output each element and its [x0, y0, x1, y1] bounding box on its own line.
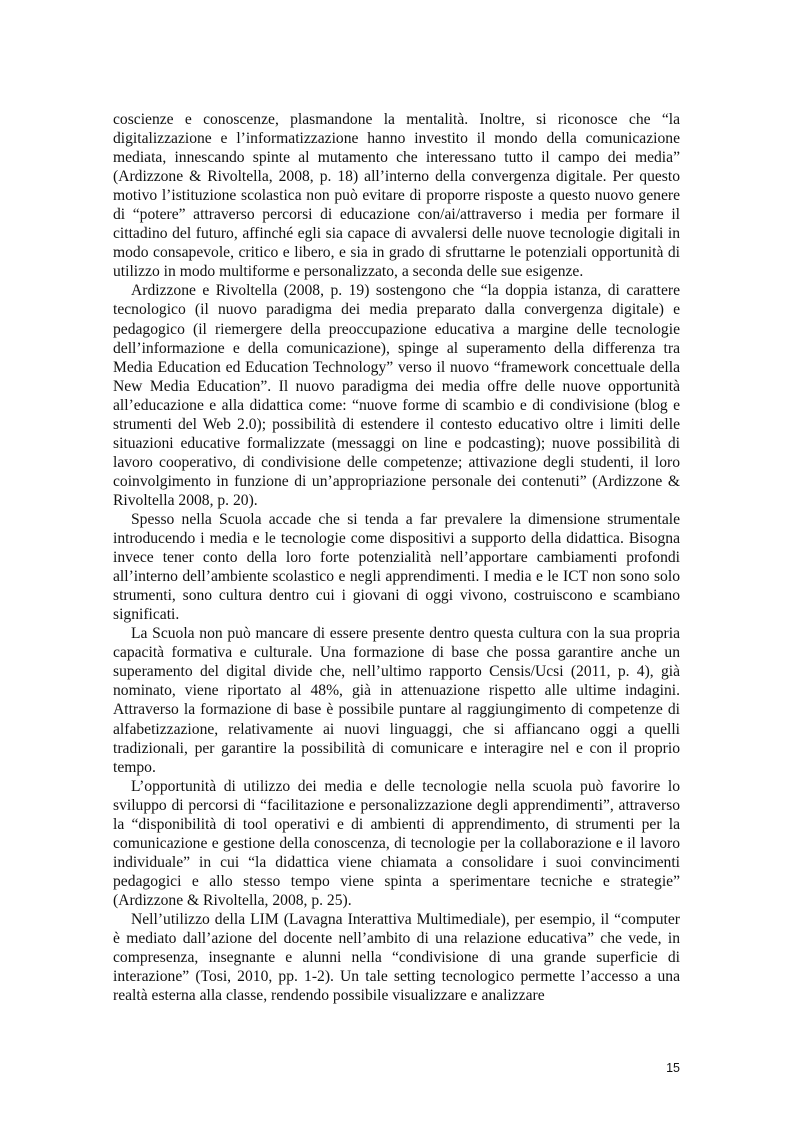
paragraph-4: La Scuola non può mancare di essere presente dentro questa cultura con la sua propria capacità formativa e culturale. Una formazione di base che possa garantire anche un superamento del digital divide che, nell’ultimo rapporto Censis/Ucsi (2011, p. 4), già nominato, viene riportato al 48%, già in attenuazione rispetto alle ultime indagini. Attraverso la formazione di base è possibile puntare al raggiungimento di competenze di alfabetizzazione, relativamente ai nuovi linguaggi, che si affiancano oggi a quelli tradizionali, per garantire la possibilità di comunicare e interagire nel e con il proprio tempo.	[113, 625, 680, 776]
paragraph-3: Spesso nella Scuola accade che si tenda a far prevalere la dimensione strumentale introducendo i media e le tecnologie come dispositivi a supporto della didattica. Bisogna invece tener conto della loro forte potenzialità nell’apportare cambiamenti profondi all’interno dell’ambiente scolastico e negli apprendimenti. I media e le ICT non sono solo strumenti, sono cultura dentro cui i giovani di oggi vivono, costruiscono e scambiano significati.	[113, 510, 680, 624]
page-number: 15	[666, 1061, 680, 1075]
body-text	[113, 110, 680, 1005]
paragraph-6: Nell’utilizzo della LIM (Lavagna Interattiva Multimediale), per esempio, il “computer è mediato dall’azione del docente nell’ambito di una relazione educativa” che vede, in compresenza, insegnante e alunni nella “condivisione di una grande superficie di interazione” (Tosi, 2010, pp. 1-2). Un tale setting tecnologico permette l’accesso a una realtà esterna alla classe, rendendo possibile visualizzare e analizzare	[113, 910, 680, 1005]
paragraph-2: Ardizzone e Rivoltella (2008, p. 19) sostengono che “la doppia istanza, di carattere tecnologico (il nuovo paradigma dei media preparato dalla convergenza digitale) e pedagogico (il riemergere della preoccupazione educativa a margine delle tecnologie dell’informazione e della comunicazione), spinge al superamento della differenza tra Media Education ed Education Technology” verso il nuovo “framework concettuale della New Media Education”. Il nuovo paradigma dei media offre delle nuove opportunità all’educazione e alla didattica come: “nuove forme di scambio e di condivisione (blog e strumenti del Web 2.0); possibilità di estendere il contesto educativo oltre i limiti delle situazioni educative formalizzate (messaggi on line e podcasting); nuove possibilità di lavoro cooperativo, di condivisione delle competenze; attivazione degli studenti, il loro coinvolgimento in funzione di un’appropriazione personale dei contenuti” (Ardizzone & Rivoltella 2008, p. 20).	[113, 282, 680, 509]
paragraph-5: L’opportunità di utilizzo dei media e delle tecnologie nella scuola può favorire lo sviluppo di percorsi di “facilitazione e personalizzazione degli apprendimenti”, attraverso la “disponibilità di tool operativi e di ambienti di apprendimento, di strumenti per la comunicazione e gestione della conoscenza, di tecnologie per la collaborazione e il lavoro individuale” in cui “la didattica viene chiamata a consolidare i suoi convincimenti pedagogici e allo stesso tempo viene spinta a sperimentare tecniche e strategie” (Ardizzone & Rivoltella, 2008, p. 25).	[113, 777, 680, 909]
paragraph-1: coscienze e conoscenze, plasmandone la mentalità. Inoltre, si riconosce che “la digitalizzazione e l’informatizzazione hanno investito il mondo della comunicazione mediata, innescando spinte al mutamento che interessano tutto il campo dei media” (Ardizzone & Rivoltella, 2008, p. 18) all’interno della convergenza digitale. Per questo motivo l’istituzione scolastica non può evitare di proporre risposte a questo nuovo genere di “potere” attraverso percorsi di educazione con/ai/attraverso i media per formare il cittadino del futuro, affinché egli sia capace di avvalersi delle nuove tecnologie digitali in modo consapevole, critico e libero, e sia in grado di sfruttarne le potenziali opportunità di utilizzo in modo multiforme e personalizzato, a seconda delle sue esigenze.	[113, 111, 680, 281]
